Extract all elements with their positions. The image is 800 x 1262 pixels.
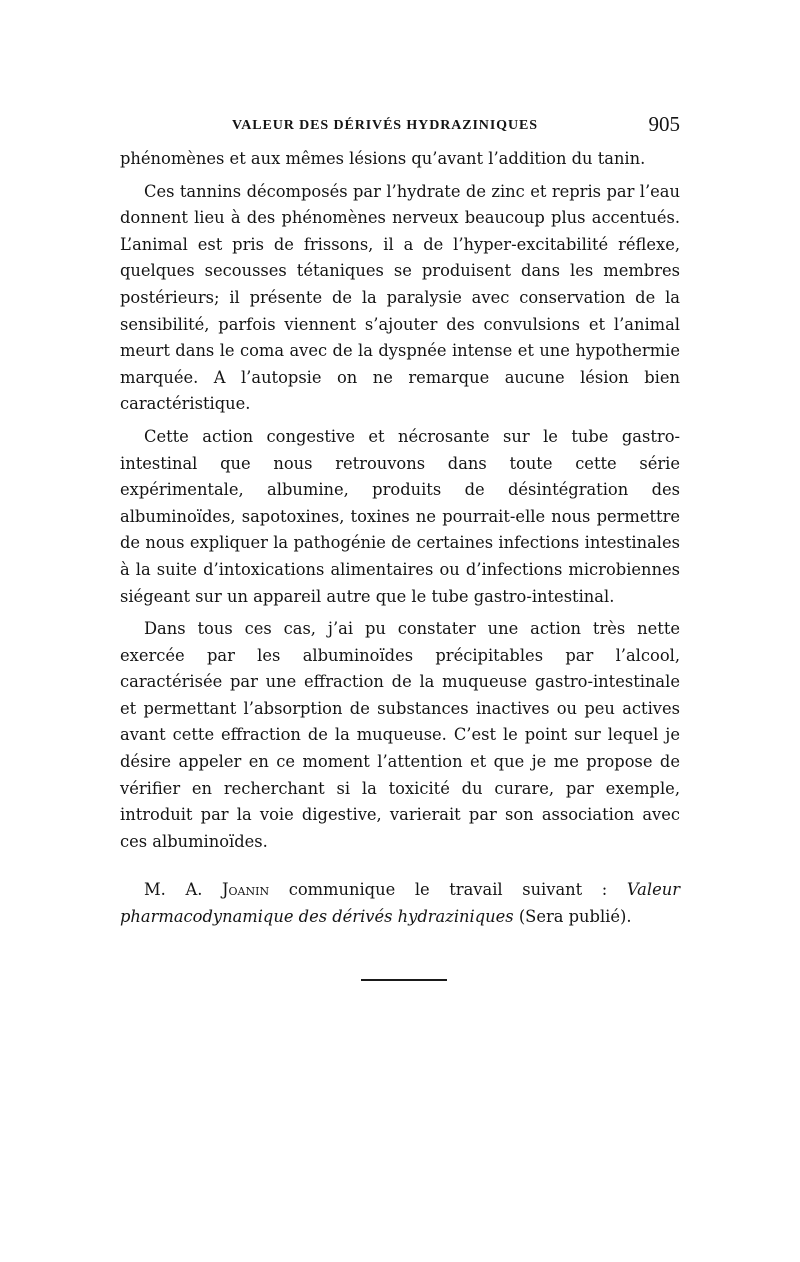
paragraph-continuation: phénomènes et aux mêmes lésions qu’avant l’addition du tanin. <box>120 149 646 168</box>
paragraph-tannins: Ces tannins décomposés par l’hydrate de zinc et repris par l’eau donnent lieu à des phénomènes nerveux beaucoup plus accentués. L’animal est pris de frissons, il a de l’hyper-excitabilité réflexe, quelques secousses tétaniques se produisent dans les membres postérieurs; il présente de la paralysie avec conservation de la sensibilité, parfois viennent s’ajouter des convulsions et l’animal meurt dans le coma avec de la dyspnée intense et une hypothermie marquée. A l’autopsie on ne remarque aucune lésion bien caractéristique. <box>120 181 680 414</box>
author-initials: M. A. <box>144 880 203 900</box>
communication-verb: communique le travail suivant : <box>288 880 608 900</box>
page <box>120 112 680 981</box>
communication-notice <box>120 877 680 930</box>
page-number: 905 <box>648 112 680 136</box>
paragraph-albuminoids: Dans tous ces cas, j’ai pu constater une action très nette exercée par les albuminoïdes précipitables par l’alcool, caractérisée par une effraction de la muqueuse gastro-intestinale et permettant l’absorption de substances inactives ou peu actives avant cette effraction de la muqueuse. C’est le point sur lequel je désire appeler en ce moment l’attention et que je me propose de vérifier en recherchant si la toxicité du curare, par exemple, introduit par la voie digestive, varierait par son association avec ces albuminoïdes. <box>120 619 680 851</box>
publication-note: (Sera publié). <box>518 907 632 927</box>
work-title: Valeur pharmacodynamique des dérivés hydraziniques <box>120 880 680 927</box>
running-head <box>120 112 680 146</box>
paragraph-congestive-action: Cette action congestive et nécrosante sur le tube gastro-intestinal que nous retrouvons dans toute cette série expérimentale, albumine, produits de désintégration des albuminoïdes, sapotoxines, toxines ne pourrait-elle nous permettre de nous expliquer la pathogénie de certaines infections intestinales à la suite d’intoxications alimentaires ou d’infections microbiennes siégeant sur un appareil autre que le tube gastro-intestinal. <box>120 426 680 606</box>
running-title: VALEUR DES DÉRIVÉS HYDRAZINIQUES <box>232 118 538 133</box>
author-name: Joanin <box>222 880 270 900</box>
end-rule <box>361 979 447 981</box>
